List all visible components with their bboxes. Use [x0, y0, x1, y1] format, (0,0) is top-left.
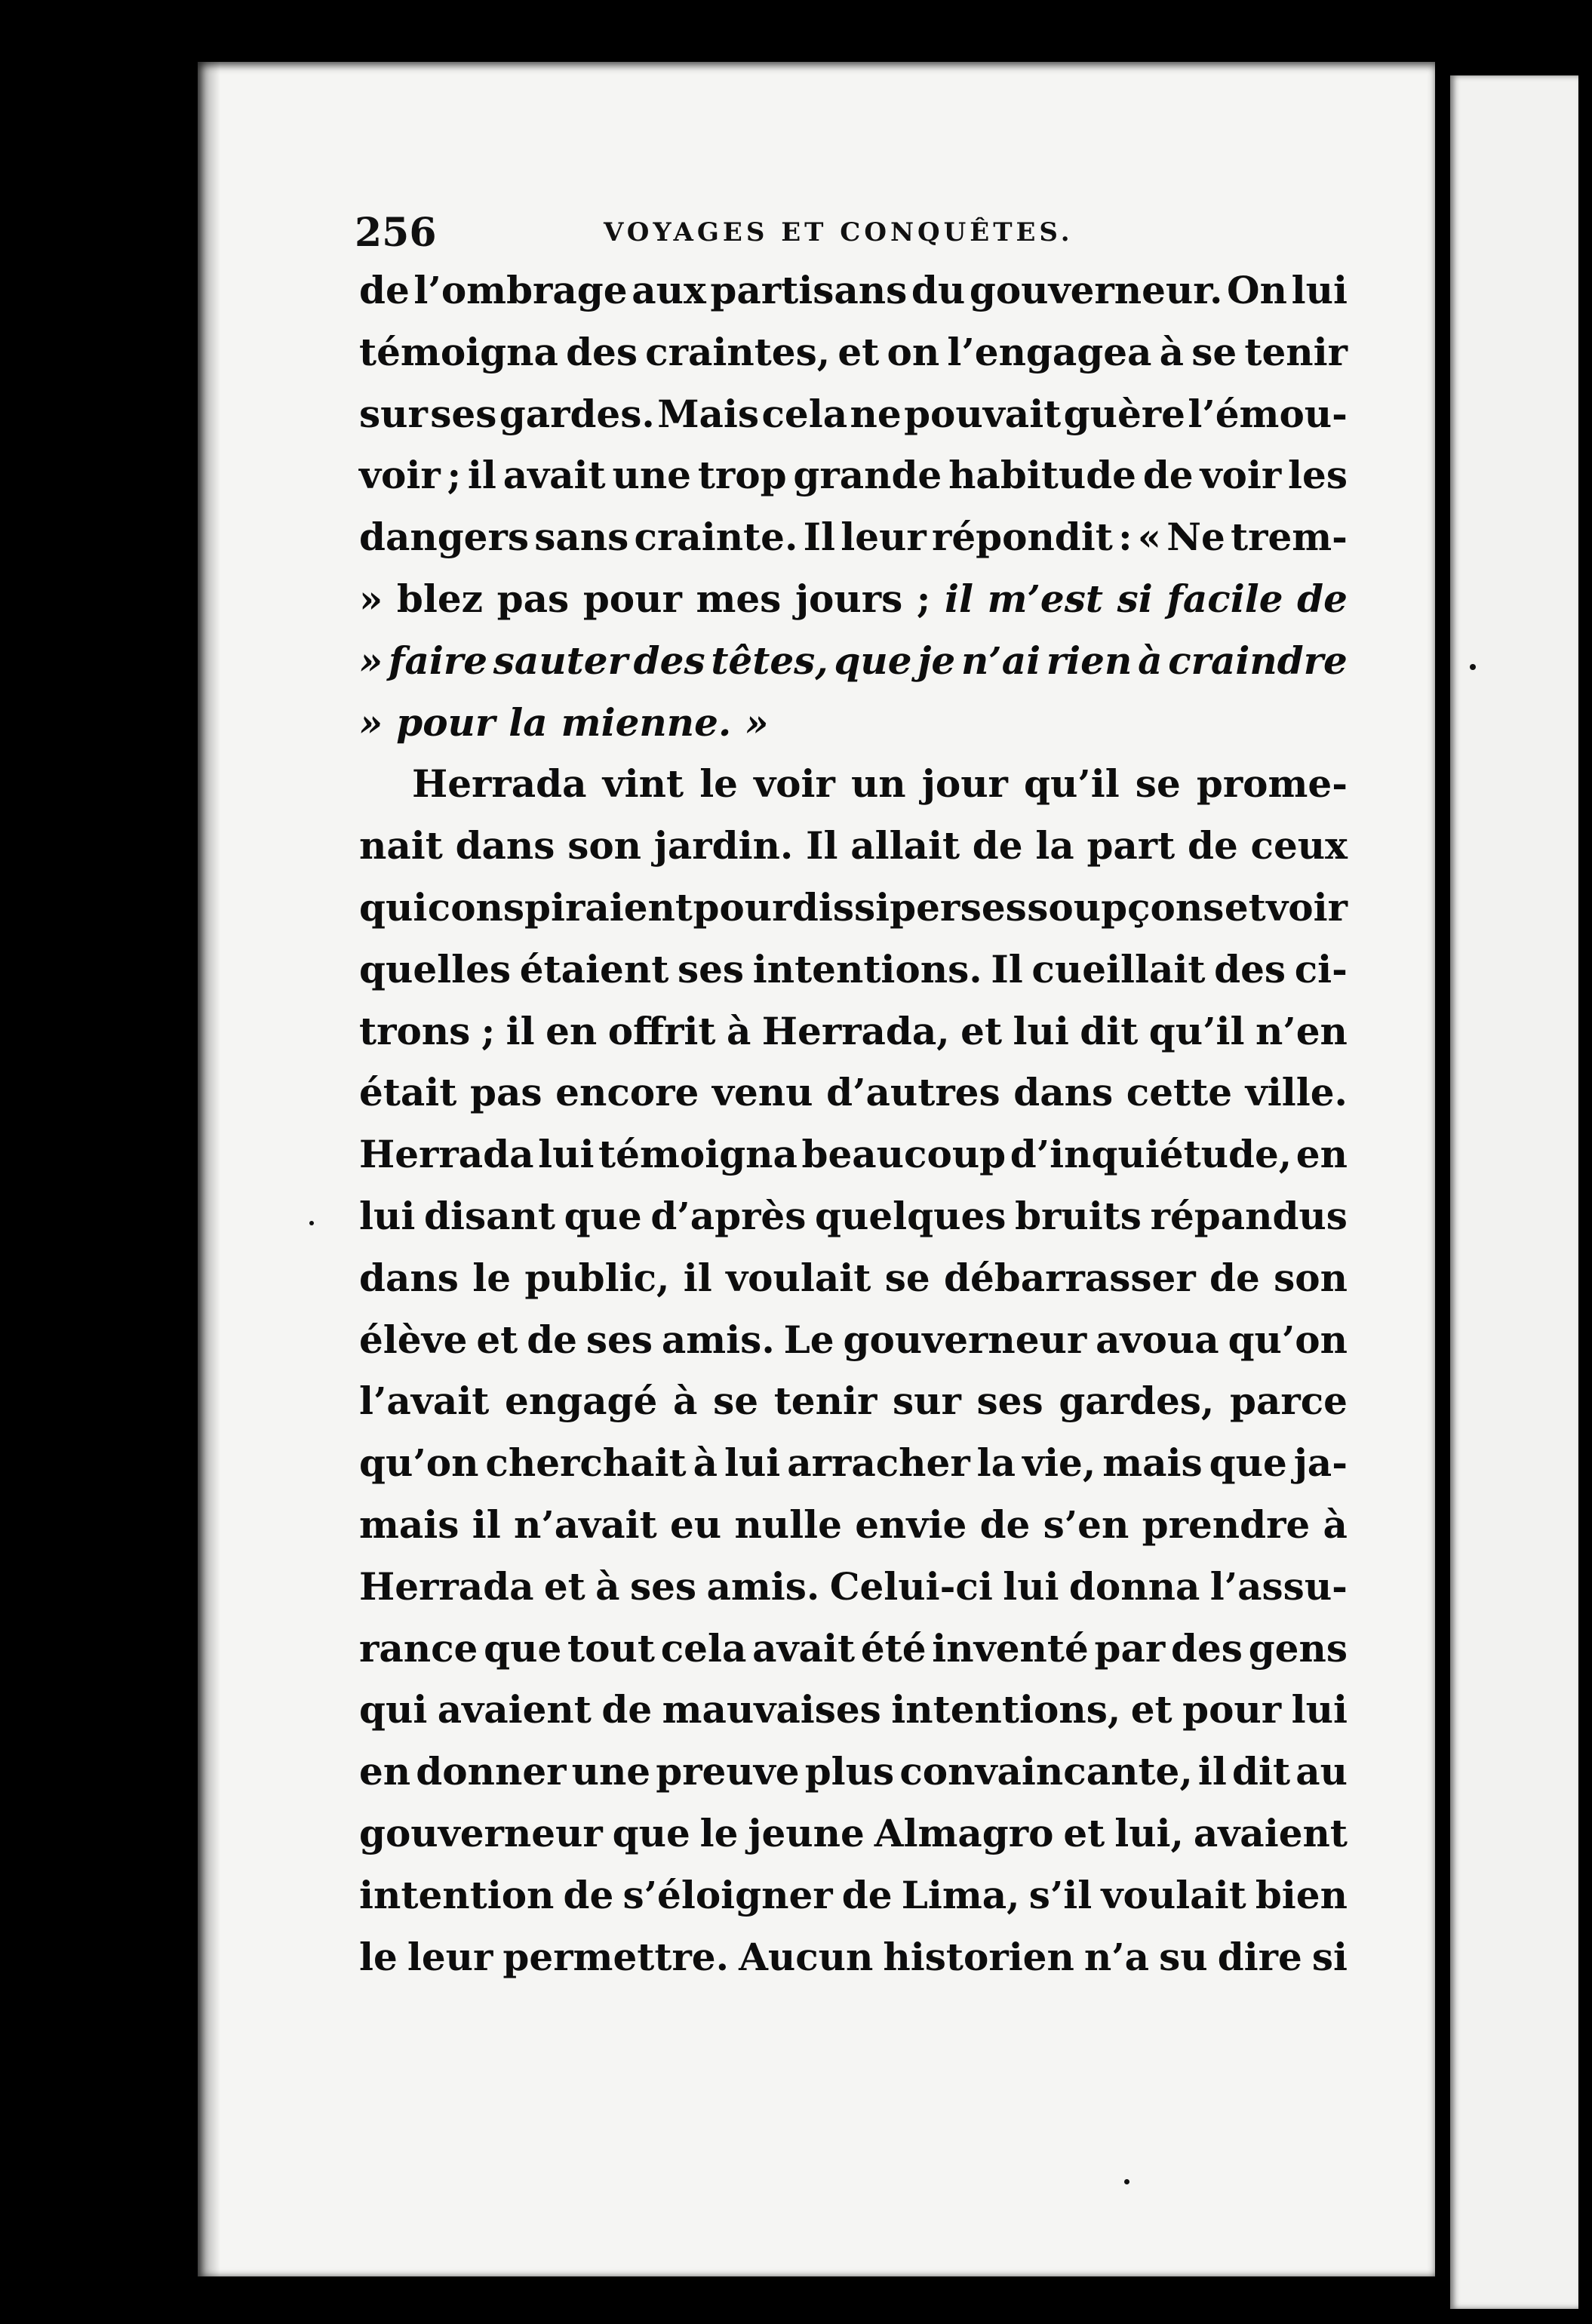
word: qui — [359, 884, 428, 930]
word: une — [612, 453, 691, 498]
word: Lima, — [901, 1872, 1020, 1917]
word: : — [1118, 515, 1133, 560]
word: cela — [660, 1625, 747, 1671]
word: que — [834, 638, 912, 683]
ink-speck — [1124, 2179, 1129, 2184]
word: ville. — [1245, 1070, 1348, 1115]
word: voir — [1266, 884, 1348, 930]
word: était — [359, 1070, 457, 1115]
word: faire — [388, 638, 488, 683]
word: sur — [892, 1379, 961, 1424]
text-line — [359, 885, 1348, 947]
word: des — [1214, 946, 1286, 991]
word: blez — [396, 576, 484, 621]
word: amis. — [661, 1317, 775, 1362]
word: historien — [883, 1934, 1074, 1979]
word: cherchait — [485, 1440, 687, 1486]
word: s’il — [1028, 1872, 1093, 1917]
word: se — [884, 1255, 930, 1300]
word: gardes, — [1059, 1379, 1215, 1424]
word: quelques — [815, 1193, 1007, 1238]
text-line — [359, 1873, 1348, 1935]
word: craindre — [1168, 638, 1348, 683]
word: témoigna — [359, 329, 558, 374]
word: Il — [991, 946, 1023, 991]
text-line — [359, 576, 1348, 638]
word: voir — [359, 453, 441, 498]
word: avoua — [1096, 1317, 1219, 1362]
word: mienne. — [561, 699, 732, 745]
word: et — [543, 1563, 585, 1609]
word: et — [960, 1008, 1003, 1053]
word: cueillait — [1031, 946, 1206, 991]
word: intentions, — [891, 1687, 1121, 1732]
word: gouverneur. — [969, 268, 1223, 312]
text-line — [359, 1502, 1348, 1564]
word: parce — [1230, 1379, 1348, 1424]
text-line — [359, 638, 1348, 700]
word: du — [911, 268, 966, 312]
word: inventé — [932, 1625, 1089, 1671]
word: ses — [585, 1317, 653, 1362]
word: têtes, — [711, 638, 828, 683]
word: tenir — [773, 1379, 877, 1424]
word: que — [612, 1810, 690, 1855]
word: avaient — [437, 1687, 592, 1732]
word: encore — [555, 1070, 699, 1115]
word: de — [979, 1502, 1031, 1547]
text-line — [359, 823, 1348, 885]
word: se — [713, 1379, 759, 1424]
word: guère — [1063, 391, 1185, 436]
word: il — [1197, 1749, 1227, 1794]
word: offrit — [607, 1008, 716, 1053]
word: sauter — [493, 638, 628, 683]
word: trem- — [1231, 515, 1348, 560]
word: de — [972, 823, 1023, 868]
word: cela — [761, 391, 848, 436]
word: ne — [850, 391, 902, 436]
word: une — [571, 1749, 651, 1794]
word: aux — [632, 268, 706, 312]
word: venu — [711, 1070, 813, 1115]
word: en — [359, 1749, 411, 1794]
ink-speck — [1470, 664, 1476, 670]
gutter-shadow — [198, 62, 220, 2276]
word: je — [917, 638, 956, 683]
text-line — [359, 1194, 1348, 1256]
word: témoigna — [598, 1132, 798, 1177]
text-line — [359, 515, 1348, 576]
word: il — [472, 1502, 501, 1547]
word: lui — [1291, 268, 1348, 312]
word: public, — [524, 1255, 670, 1300]
word: nait — [359, 823, 443, 868]
word: allait — [850, 823, 960, 868]
word: gens — [1248, 1625, 1348, 1671]
word: le — [699, 1810, 739, 1855]
word: la — [509, 699, 548, 745]
word: permettre. — [502, 1934, 730, 1979]
word: m’est — [987, 576, 1103, 621]
word: engagé — [505, 1379, 658, 1424]
word: beaucoup — [801, 1132, 1007, 1177]
word: l’assu- — [1209, 1563, 1348, 1609]
word: si — [1117, 576, 1153, 621]
word: la — [976, 1440, 1016, 1486]
word: d’inquiétude, — [1010, 1132, 1292, 1177]
word: avait — [752, 1625, 856, 1671]
word: avait — [502, 453, 606, 498]
word: le — [472, 1255, 512, 1300]
word: d’autres — [826, 1070, 1000, 1115]
word: voir — [1200, 453, 1282, 498]
word: dans — [455, 823, 555, 868]
word: tout — [567, 1625, 655, 1671]
word: craintes, — [645, 329, 831, 374]
word: de — [601, 1687, 653, 1732]
word: gouverneur — [359, 1810, 603, 1855]
word: ses — [677, 946, 745, 991]
word: Herrada, — [761, 1008, 950, 1053]
word: voir — [754, 761, 835, 807]
word: lui — [1013, 1008, 1069, 1053]
word: d’après — [650, 1193, 807, 1238]
word: pouvait — [904, 391, 1062, 436]
word: bruits — [1015, 1193, 1142, 1238]
word: à — [595, 1563, 620, 1609]
word: répandus — [1150, 1193, 1348, 1238]
word: rance — [359, 1625, 478, 1671]
word: Le — [783, 1317, 834, 1362]
word: vie, — [1022, 1440, 1096, 1486]
adjacent-page-edge — [1450, 75, 1578, 2309]
word: son — [567, 823, 642, 868]
word: des — [633, 638, 705, 683]
word: bien — [1255, 1872, 1348, 1917]
word: été — [860, 1625, 927, 1671]
word: de — [1209, 1255, 1260, 1300]
word: de — [841, 1872, 893, 1917]
word: » — [745, 699, 769, 745]
text-line — [359, 1132, 1348, 1194]
word: de — [359, 268, 410, 312]
word: Il — [803, 515, 835, 560]
word: facile — [1166, 576, 1283, 621]
word: l’engagea — [947, 329, 1152, 374]
text-line — [359, 947, 1348, 1009]
word: leur — [841, 515, 927, 560]
word: jeune — [748, 1810, 865, 1855]
word: et — [1224, 884, 1266, 930]
word: ; — [916, 576, 931, 621]
word: à — [1159, 329, 1185, 374]
word: il — [506, 1008, 535, 1053]
word: Herrada — [412, 761, 587, 807]
word: donna — [1068, 1563, 1200, 1609]
word: ses — [629, 1563, 697, 1609]
word: grande — [793, 453, 942, 498]
word: voulait — [726, 1255, 871, 1300]
text-line — [359, 1687, 1348, 1749]
word: n’a — [1083, 1934, 1150, 1979]
word: l’ombrage — [413, 268, 628, 312]
word: » — [359, 699, 383, 745]
word: et — [837, 329, 880, 374]
word: dit — [1232, 1749, 1291, 1794]
word: à — [693, 1440, 718, 1486]
word: qu’il — [1023, 761, 1120, 807]
word: que — [484, 1625, 562, 1671]
word: gouverneur — [843, 1317, 1087, 1362]
word: des — [1171, 1625, 1243, 1671]
word: convaincante, — [899, 1749, 1193, 1794]
word: dans — [1013, 1070, 1114, 1115]
word: mauvaises — [662, 1687, 881, 1732]
word: prendre — [1142, 1502, 1311, 1547]
text-line — [359, 761, 1348, 823]
word: sans — [534, 515, 629, 560]
word: partisans — [710, 268, 908, 312]
word: jour — [921, 761, 1008, 807]
word: pas — [470, 1070, 542, 1115]
word: se — [1191, 329, 1237, 374]
word: à — [672, 1379, 698, 1424]
word: voulait — [1101, 1872, 1246, 1917]
word: ja- — [1293, 1440, 1348, 1486]
word: s’en — [1043, 1502, 1129, 1547]
word: leur — [407, 1934, 493, 1979]
word: un — [850, 761, 906, 807]
word: qu’on — [359, 1440, 479, 1486]
page-number: 256 — [355, 210, 437, 256]
word: « — [1137, 515, 1162, 560]
word: On — [1227, 268, 1287, 312]
word: Herrada — [359, 1132, 534, 1177]
text-line — [359, 330, 1348, 392]
word: et — [1130, 1687, 1172, 1732]
word: dangers — [359, 515, 529, 560]
word: n’avait — [514, 1502, 657, 1547]
word: n’ai — [960, 638, 1041, 683]
word: eu — [670, 1502, 722, 1547]
word: trons — [359, 1008, 471, 1053]
word: Herrada — [359, 1563, 534, 1609]
word: » — [359, 638, 383, 683]
word: habitude — [948, 453, 1136, 498]
word: le — [359, 1934, 398, 1979]
word: envie — [855, 1502, 967, 1547]
word: lui — [538, 1132, 595, 1177]
word: nulle — [734, 1502, 842, 1547]
word: et — [1063, 1810, 1105, 1855]
word: on — [887, 329, 940, 374]
word: arracher — [787, 1440, 970, 1486]
word: répondit — [931, 515, 1113, 560]
word: rien — [1046, 638, 1133, 683]
word: que — [564, 1193, 642, 1238]
word: intention — [359, 1872, 555, 1917]
word: crainte. — [634, 515, 798, 560]
word: ses — [960, 884, 1027, 930]
text-line — [359, 700, 1348, 762]
word: ses — [430, 391, 497, 436]
word: ci- — [1294, 946, 1348, 991]
word: de — [1297, 576, 1348, 621]
word: et — [476, 1317, 518, 1362]
scan-border-left — [0, 0, 196, 2324]
word: il — [944, 576, 973, 621]
word: Mais — [657, 391, 760, 436]
word: que — [1209, 1440, 1287, 1486]
word: les — [1288, 453, 1348, 498]
word: s’éloigner — [622, 1872, 833, 1917]
word: soupçons — [1027, 884, 1225, 930]
word: amis. — [706, 1563, 820, 1609]
word: qui — [359, 1687, 428, 1732]
word: à — [1323, 1502, 1348, 1547]
word: la — [1035, 823, 1074, 868]
word: pour — [1182, 1687, 1282, 1732]
word: conspiraient — [427, 884, 693, 930]
word: ses — [976, 1379, 1043, 1424]
word: se — [1135, 761, 1181, 807]
word: n’en — [1255, 1008, 1348, 1053]
word: mais — [1102, 1440, 1203, 1486]
word: donner — [416, 1749, 567, 1794]
word: Celui-ci — [829, 1563, 993, 1609]
word: dire — [1217, 1934, 1302, 1979]
word: débarrasser — [944, 1255, 1196, 1300]
text-line — [359, 1379, 1348, 1440]
word: à — [1138, 638, 1163, 683]
word: gardes. — [499, 391, 655, 436]
word: de — [1142, 453, 1194, 498]
ink-speck — [309, 1221, 314, 1225]
word: Ne — [1166, 515, 1225, 560]
word: preuve — [656, 1749, 800, 1794]
word: pour — [582, 576, 682, 621]
word: jours — [794, 576, 903, 621]
text-line — [359, 1317, 1348, 1379]
word: tenir — [1244, 329, 1348, 374]
word: à — [726, 1008, 751, 1053]
word: des — [566, 329, 638, 374]
word: qu’il — [1148, 1008, 1245, 1053]
word: quelles — [359, 946, 512, 991]
text-line — [359, 392, 1348, 453]
text-line — [359, 1935, 1348, 1997]
word: il — [683, 1255, 712, 1300]
word: dans — [359, 1255, 459, 1300]
text-line — [359, 1009, 1348, 1071]
word: sur — [359, 391, 428, 436]
word: au — [1295, 1749, 1348, 1794]
word: cette — [1126, 1070, 1233, 1115]
word: qu’on — [1228, 1317, 1348, 1362]
word: plus — [804, 1749, 895, 1794]
word: de — [527, 1317, 577, 1362]
text-line — [359, 1564, 1348, 1626]
word: en — [546, 1008, 598, 1053]
text-line — [359, 1070, 1348, 1132]
word: de — [1187, 823, 1238, 868]
word: part — [1086, 823, 1176, 868]
text-line — [359, 1626, 1348, 1688]
text-line — [359, 268, 1348, 330]
word: avaient — [1193, 1810, 1348, 1855]
word: ; — [481, 1008, 496, 1053]
word: Il — [806, 823, 838, 868]
word: prome- — [1196, 761, 1348, 807]
word: lui, — [1114, 1810, 1184, 1855]
text-line — [359, 1440, 1348, 1502]
word: lui — [1003, 1563, 1059, 1609]
word: lui — [1291, 1687, 1348, 1732]
word: lui — [724, 1440, 781, 1486]
text-line — [359, 1256, 1348, 1317]
word: vint — [602, 761, 684, 807]
word: l’avait — [359, 1379, 490, 1424]
word: disant — [423, 1193, 555, 1238]
word: mes — [696, 576, 782, 621]
word: l’émou- — [1188, 391, 1348, 436]
word: son — [1274, 1255, 1348, 1300]
running-head: VOYAGES ET CONQUÊTES. — [604, 217, 1074, 247]
page-header — [355, 210, 1351, 263]
word: de — [563, 1872, 614, 1917]
text-line — [359, 453, 1348, 515]
word: ceux — [1250, 823, 1348, 868]
word: pas — [496, 576, 570, 621]
body-text — [359, 268, 1348, 1996]
word: pour — [693, 884, 792, 930]
text-line — [359, 1749, 1348, 1811]
word: trop — [697, 453, 787, 498]
word: Aucun — [739, 1934, 874, 1979]
word: » — [359, 576, 383, 621]
text-line — [359, 1811, 1348, 1873]
word: il — [467, 453, 496, 498]
word: en — [1295, 1132, 1348, 1177]
word: dit — [1080, 1008, 1139, 1053]
word: Almagro — [874, 1810, 1054, 1855]
word: pour — [396, 699, 496, 745]
word: intentions. — [752, 946, 982, 991]
word: dissiper — [791, 884, 960, 930]
word: mais — [359, 1502, 459, 1547]
word: su — [1159, 1934, 1208, 1979]
word: jardin. — [653, 823, 794, 868]
word: élève — [359, 1317, 468, 1362]
word: le — [699, 761, 738, 807]
word: si — [1311, 1934, 1348, 1979]
word: lui — [359, 1193, 416, 1238]
word: ; — [447, 453, 462, 498]
word: étaient — [519, 946, 669, 991]
word: par — [1094, 1625, 1166, 1671]
